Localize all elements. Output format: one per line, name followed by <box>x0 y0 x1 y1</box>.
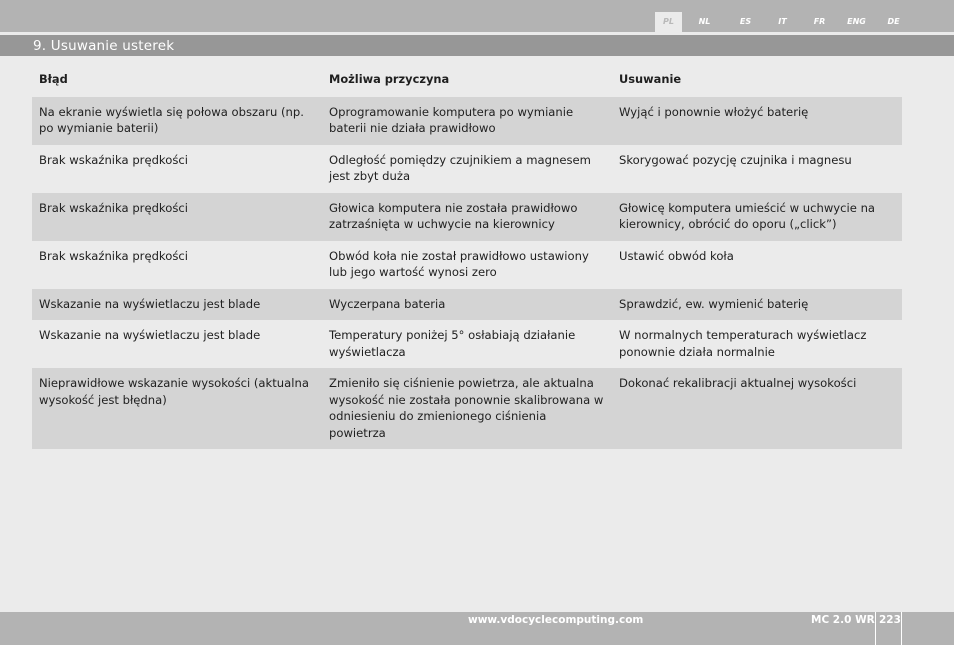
table-cell-cause: Oprogramowanie komputera po wymianie baterii nie działa prawidłowo <box>329 104 574 135</box>
column-header-cause: Możliwa przyczyna <box>329 72 450 86</box>
table-cell-remedy: Wyjąć i ponownie włożyć baterię <box>619 104 809 119</box>
table-header-row <box>32 64 902 97</box>
table-cell-error: Brak wskaźnika prędkości <box>39 200 188 215</box>
table-row <box>32 145 902 193</box>
table-row <box>32 193 902 241</box>
troubleshooting-table <box>32 64 902 449</box>
table-cell-cause: Obwód koła nie został prawidłowo ustawiony lub jego wartość wynosi zero <box>329 248 589 279</box>
table-cell-error: Brak wskaźnika prędkości <box>39 152 188 167</box>
tab-language-eng[interactable]: ENG <box>847 17 866 26</box>
table-cell-remedy: Sprawdzić, ew. wymienić baterię <box>619 296 809 311</box>
tab-language-de[interactable]: DE <box>887 17 900 26</box>
table-cell-error: Wskazanie na wyświetlaczu jest blade <box>39 328 261 342</box>
table-row <box>32 97 902 145</box>
page-number-box <box>875 612 902 645</box>
table-cell-cause: Głowica komputera nie została prawidłowo zatrzaśnięta w uchwycie na kierownicy <box>329 200 578 231</box>
tab-language-nl[interactable]: NL <box>698 17 711 26</box>
tab-language-it[interactable]: IT <box>778 17 787 26</box>
page-number: 223 <box>879 614 901 626</box>
table-row <box>32 320 902 368</box>
table-cell-remedy: Skorygować pozycję czujnika i magnesu <box>619 152 852 167</box>
table-row <box>32 368 902 449</box>
table-cell-error: Na ekranie wyświetla się połowa obszaru (np. po wymianie baterii) <box>39 104 304 135</box>
table-cell-cause: Temperatury poniżej 5° osłabiają działanie wyświetlacza <box>329 328 576 359</box>
top-bar <box>0 0 954 32</box>
table-cell-remedy: W normalnych temperaturach wyświetlacz ponownie działa normalnie <box>619 328 867 359</box>
column-header-error: Błąd <box>39 72 68 86</box>
table-cell-remedy: Ustawić obwód koła <box>619 248 734 263</box>
table-row <box>32 289 902 321</box>
section-title: 9. Usuwanie usterek <box>33 38 175 54</box>
table-cell-cause: Zmieniło się ciśnienie powietrza, ale aktualna wysokość nie została ponownie skalibrowana w odniesieniu do zmienionego ciśnienia powietrza <box>329 376 604 440</box>
footer-model-name: MC 2.0 WR <box>811 614 875 626</box>
section-bar <box>0 35 954 56</box>
table-cell-cause: Odległość pomiędzy czujnikiem a magnesem jest zbyt duża <box>329 152 591 183</box>
tab-language-es[interactable]: ES <box>739 17 752 26</box>
language-tabs <box>655 12 912 32</box>
table-cell-remedy: Głowicę komputera umieścić w uchwycie na kierownicy, obrócić do oporu („click”) <box>619 200 876 231</box>
table-cell-error: Wskazanie na wyświetlaczu jest blade <box>39 296 261 311</box>
tab-language-fr[interactable]: FR <box>813 17 826 26</box>
footer-website-link[interactable]: www.vdocyclecomputing.com <box>468 614 644 626</box>
footer-bar <box>0 612 954 645</box>
table-cell-cause: Wyczerpana bateria <box>329 296 446 311</box>
table-cell-remedy: Dokonać rekalibracji aktualnej wysokości <box>619 376 857 390</box>
table-cell-error: Brak wskaźnika prędkości <box>39 248 188 263</box>
tab-language-pl[interactable]: PL <box>655 12 682 32</box>
column-header-remedy: Usuwanie <box>619 72 682 86</box>
table-row <box>32 241 902 289</box>
table-cell-error: Nieprawidłowe wskazanie wysokości (aktualna wysokość jest błędna) <box>39 376 309 407</box>
